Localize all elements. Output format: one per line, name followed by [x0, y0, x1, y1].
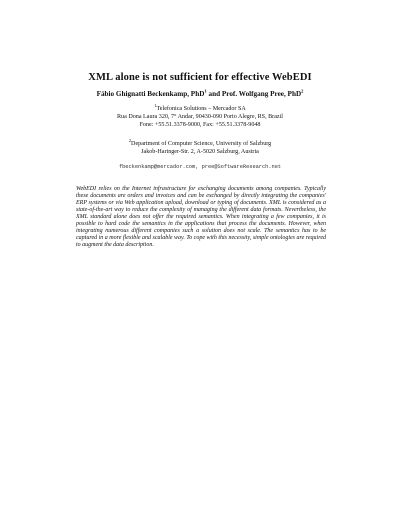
author-2-name: Prof. Wolfgang Pree, PhD	[221, 90, 302, 98]
affiliation-1-org: Telefonica Solutions – Mercador SA	[156, 106, 246, 112]
affiliation-1-address: Rua Dona Laura 320, 7° Andar, 90430-090 Porto Alegre, RS, Brazil	[116, 114, 284, 121]
author-connector: and	[206, 90, 222, 98]
author-emails: fbeckenkamp@mercador.com, pree@SoftwareResearch.net	[118, 164, 282, 170]
affiliation-2-org: Department of Computer Science, University of Salzburg	[131, 141, 272, 147]
affiliation-1-phone: Fone: +55.51.3378-9000, Fax: +55.51.3378-9048	[139, 122, 261, 129]
affiliation-2-address: Jakob-Haringer-Str. 2, A-5020 Salzburg, Austria	[141, 149, 259, 156]
abstract-text: WebEDI relies on the Internet infrastructure for exchanging documents among companies. Typically these documents are orders and invoices and can be exchanged by directly integrating the companies' ERP systems or via Web application upload, download or typing of documents. XML is considered as a state-of-the-art way to reduce the complexity of managing the different data formats. Nevertheless, the XML standard alone does not offer the required semantics. When integrating a few companies, it is possible to hard code the semantics in the applications that process the documents. However, when integrating numerous different companies such a solution does not scale. The semantics has to be captured in a more flexible and scalable way. To cope with this necessity, simple ontologies are required to augment the data description.	[76, 186, 326, 249]
author-1-name: Fábio Ghignatti Beckenkamp, PhD	[96, 90, 205, 98]
paper-title: XML alone is not sufficient for effective WebEDI	[88, 72, 312, 83]
affiliation-1-mark: 1	[154, 102, 157, 108]
author-2-affiliation-mark: 2	[301, 88, 304, 94]
author-line	[0, 90, 400, 98]
affiliation-2-mark: 2	[128, 137, 132, 143]
author-1-affiliation-mark: 1	[204, 88, 207, 94]
affiliation-2	[0, 137, 400, 156]
affiliation-1	[0, 102, 400, 129]
